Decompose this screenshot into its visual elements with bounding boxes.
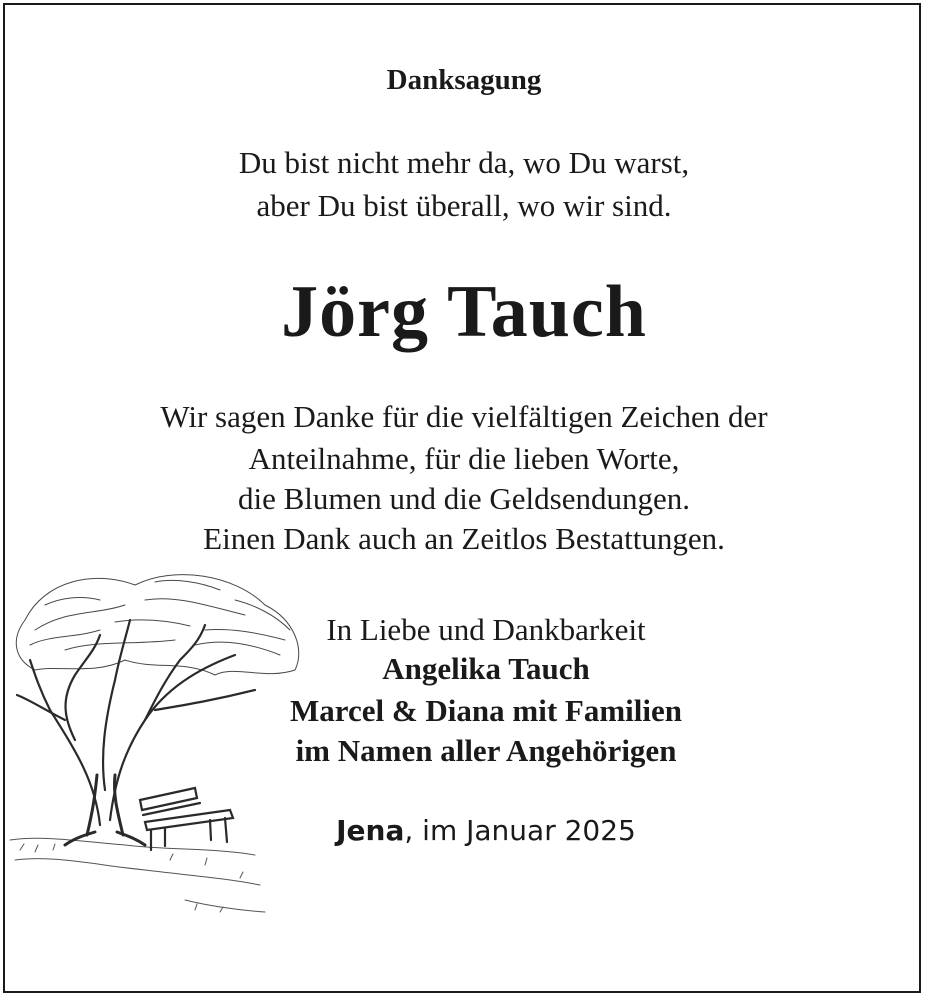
signatory-line-1: Angelika Tauch — [382, 651, 590, 686]
thanks-line-4: Einen Dank auch an Zeitlos Bestattungen. — [203, 521, 725, 556]
signatory-line-3: im Namen aller Angehörigen — [295, 733, 677, 768]
thanks-line-2: Anteilnahme, für die lieben Worte, — [248, 441, 680, 476]
deceased-name: Jörg Tauch — [281, 271, 647, 353]
thanks-line-1: Wir sagen Danke für die vielfältigen Zeichen der — [160, 399, 768, 434]
place-city: Jena — [336, 814, 405, 847]
place-and-date — [236, 814, 736, 847]
verse-line-1: Du bist nicht mehr da, wo Du warst, — [238, 145, 690, 180]
place-date: , im Januar 2025 — [404, 814, 636, 847]
notice-heading: Danksagung — [386, 64, 542, 96]
thanks-line-3: die Blumen und die Geldsendungen. — [238, 481, 690, 516]
signature-intro: In Liebe und Dankbarkeit — [326, 612, 646, 647]
signatory-line-2: Marcel & Diana mit Familien — [289, 693, 682, 728]
verse-line-2: aber Du bist überall, wo wir sind. — [256, 188, 672, 223]
